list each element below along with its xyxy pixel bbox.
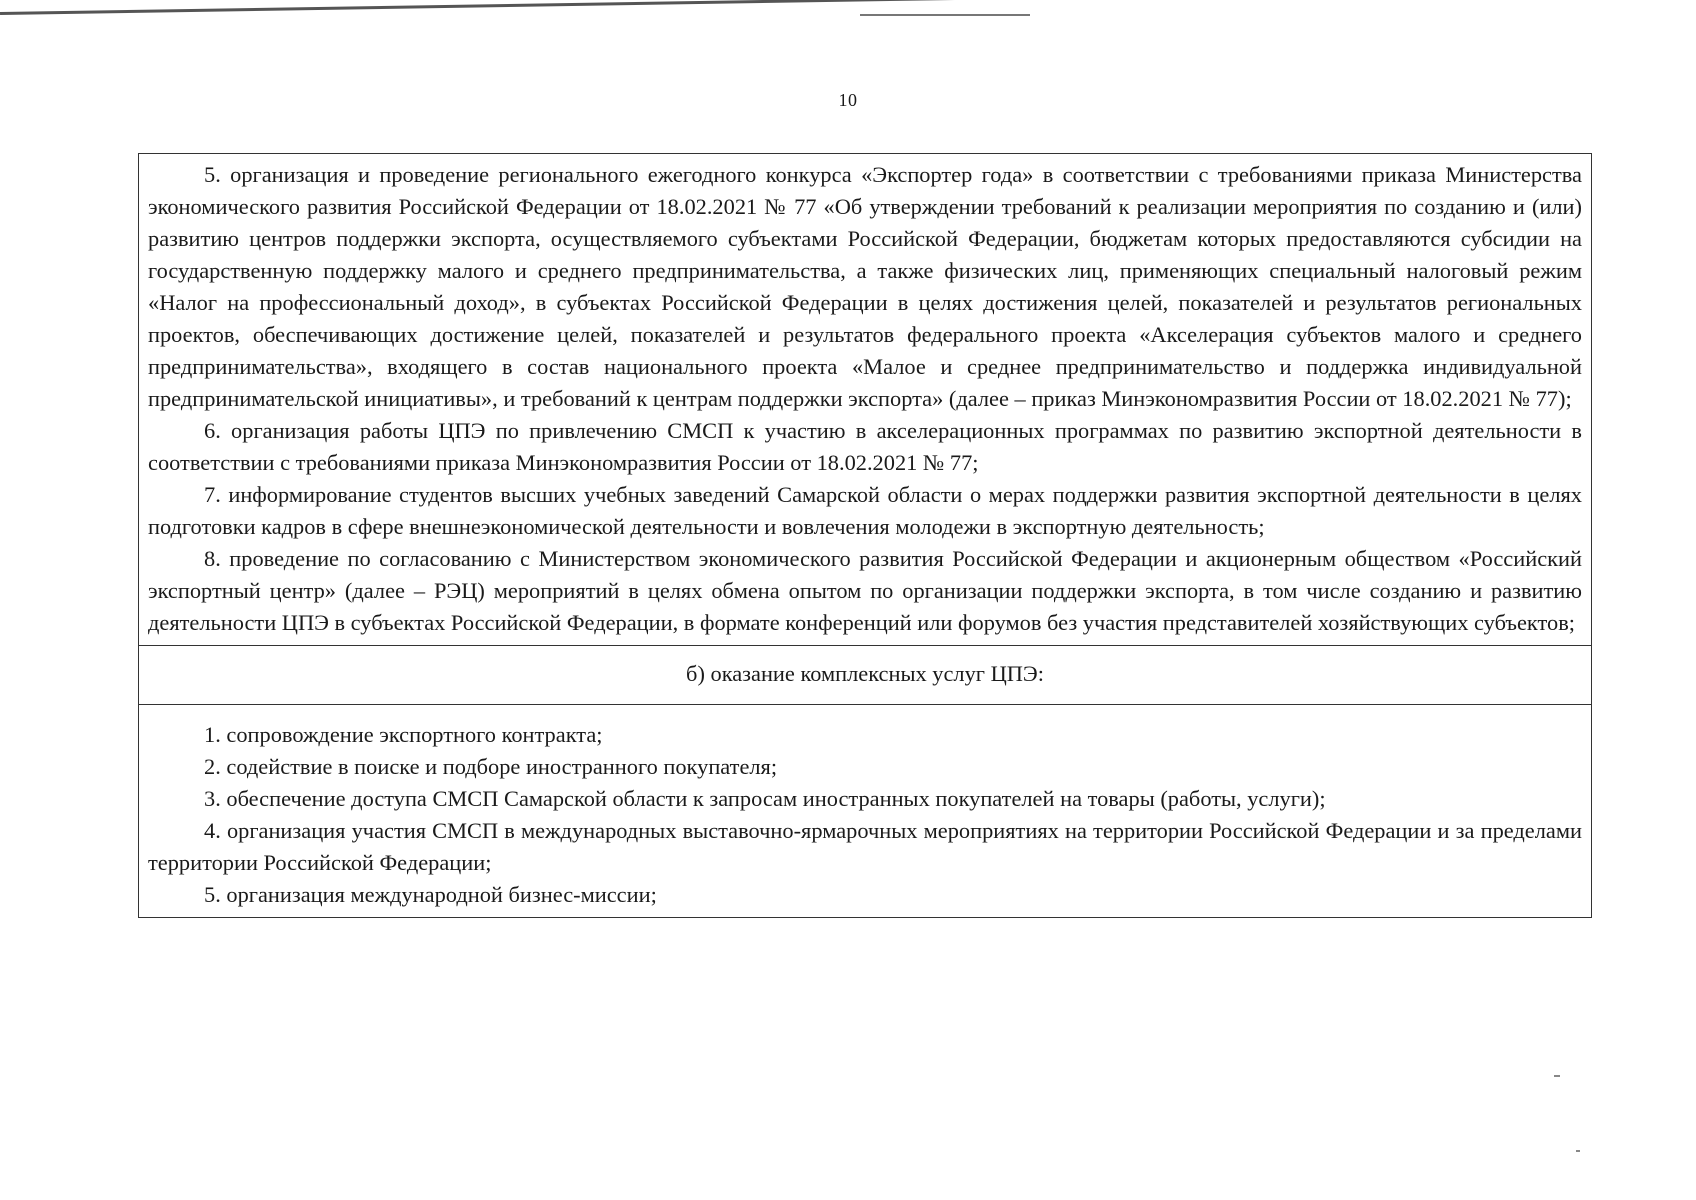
list-item: 5. организация международной бизнес-миссии; (204, 882, 657, 907)
list-item: 7. информирование студентов высших учебных заведений Самарской области о мерах поддержки развития экспортной деятельности в целях подготовки кадров в сфере внешнеэкономической деятельности и вовлечения молодежи в экспортную деятельность; (148, 482, 1582, 539)
scan-speck (1576, 1150, 1580, 1152)
list-item: 5. организация и проведение регионального ежегодного конкурса «Экспортер года» в соответствии с требованиями приказа Министерства экономического развития Российской Федерации от 18.02.2021 № 77 «Об утверждении требований к реализации мероприятия по созданию и (или) развитию центров поддержки экспорта, осуществляемого субъектами Российской Федерации, бюджетам которых предоставляются субсидии на государственную поддержку малого и среднего предпринимательства, а также физических лиц, применяющих специальный налоговый режим «Налог на профессиональный доход», в субъектах Российской Федерации в целях достижения целей, показателей и результатов региональных проектов, обеспечивающих достижение целей, показателей и результатов федерального проекта «Акселерация субъектов малого и среднего предпринимательства», входящего в состав национального проекта «Малое и среднее предпринимательство и поддержка индивидуальной предпринимательской инициативы», и требований к центрам поддержки экспорта» (далее – приказ Минэкономразвития России от 18.02.2021 № 77); (148, 162, 1582, 411)
table-row-section-a (139, 154, 1592, 646)
list-item: 4. организация участия СМСП в международных выставочно-ярмарочных мероприятиях на территории Российской Федерации и за пределами территории Российской Федерации; (148, 818, 1582, 875)
list-item: 1. сопровождение экспортного контракта; (204, 722, 603, 747)
measures-table (138, 153, 1592, 918)
list-item: 6. организация работы ЦПЭ по привлечению СМСП к участию в акселерационных программах по развитию экспортной деятельности в соответствии с требованиями приказа Минэкономразвития России от 18.02.2021 № 77; (148, 418, 1582, 475)
list-item: 8. проведение по согласованию с Министерством экономического развития Российской Федерации и акционерным обществом «Российский экспортный центр» (далее – РЭЦ) мероприятий в целях обмена опытом по организации поддержки экспорта, в том числе созданию и развитию деятельности ЦПЭ в субъектах Российской Федерации, в формате конференций или форумов без участия представителей хозяйствующих субъектов; (148, 546, 1582, 635)
list-item: 3. обеспечение доступа СМСП Самарской области к запросам иностранных покупателей на товары (работы, услуги); (204, 786, 1326, 811)
scan-border-artifact (0, 0, 1030, 15)
scan-border-artifact-2 (860, 14, 1030, 16)
table-row-section-b-heading (139, 646, 1592, 705)
section-b-heading: б) оказание комплексных услуг ЦПЭ: (139, 646, 1592, 705)
page-number: 10 (838, 90, 858, 110)
scan-speck (1554, 1075, 1560, 1077)
section-a-cell (139, 154, 1592, 646)
list-item: 2. содействие в поиске и подборе иностранного покупателя; (204, 754, 778, 779)
table-row-section-b (139, 705, 1592, 918)
section-b-cell (139, 705, 1592, 918)
